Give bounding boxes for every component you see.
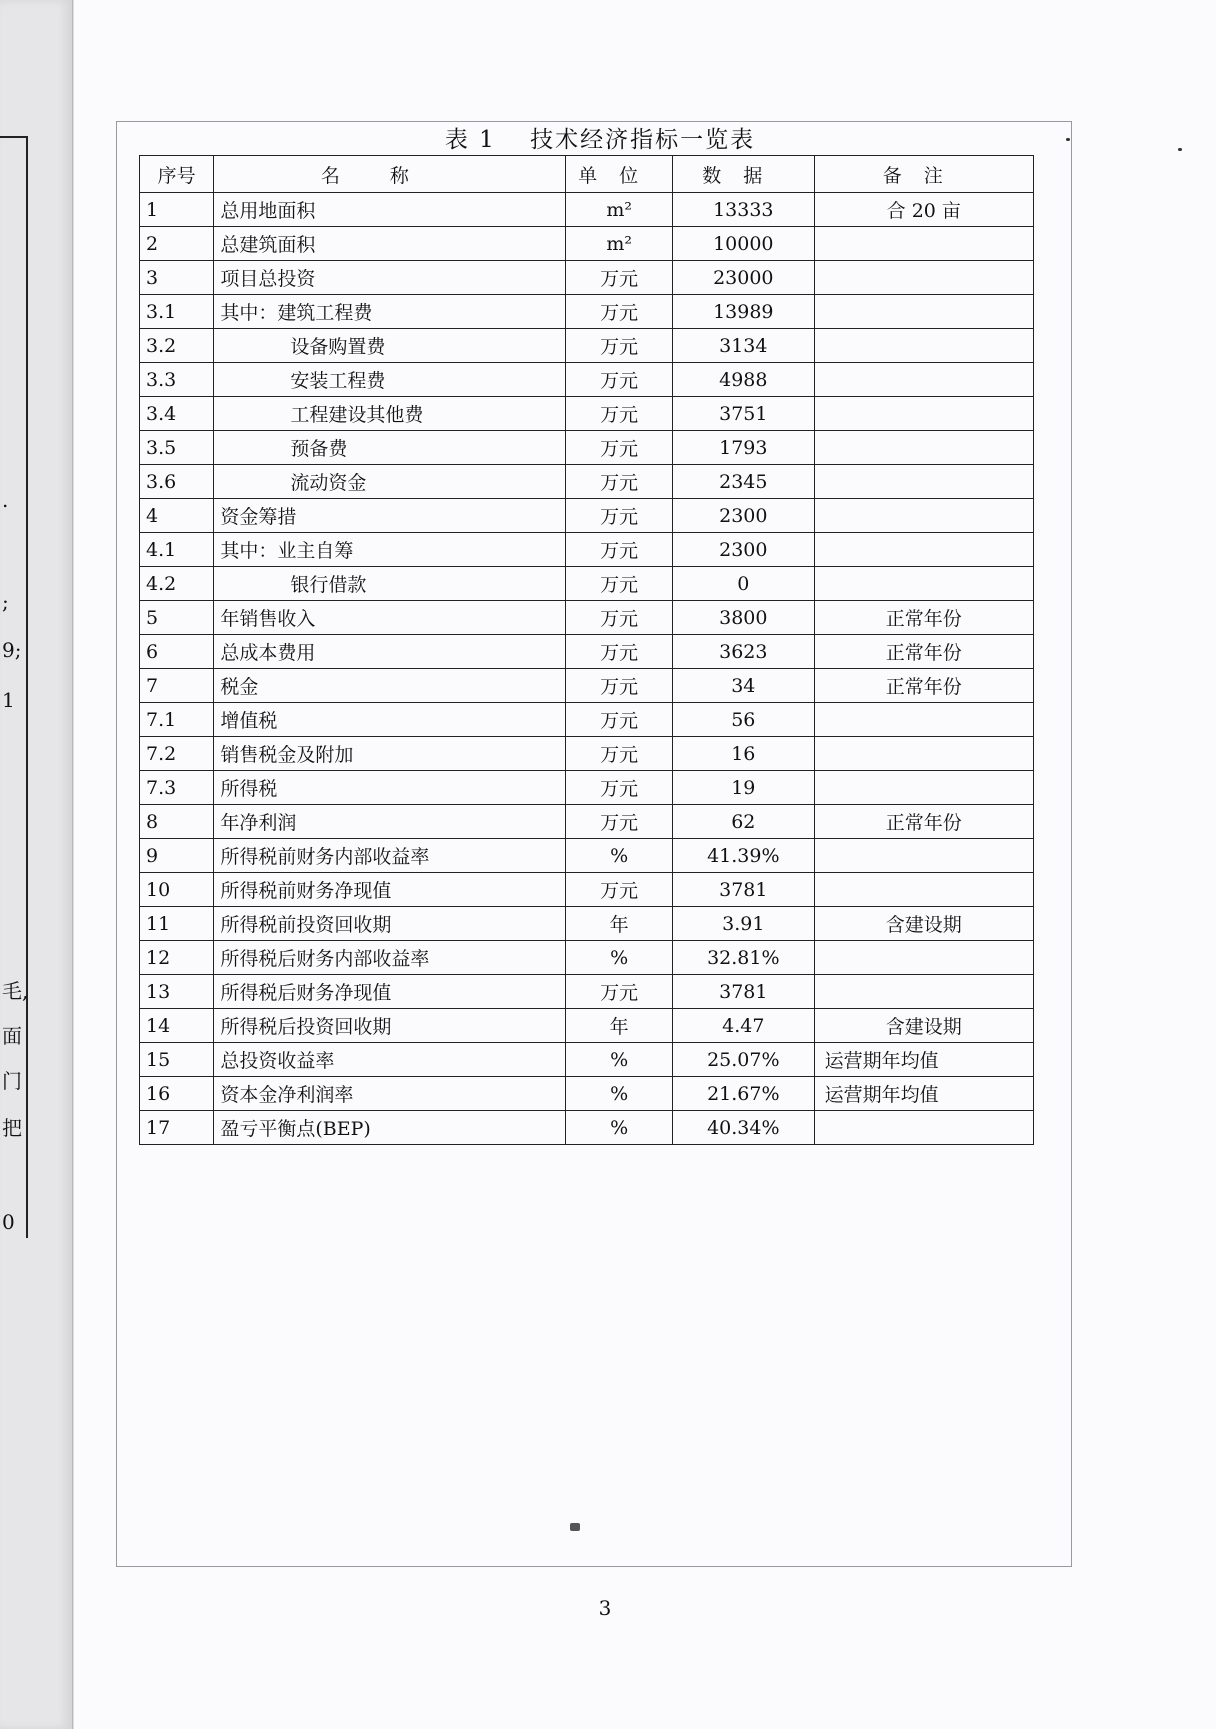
row-number: 11 (140, 907, 214, 941)
row-note: 正常年份 (814, 601, 1033, 635)
table-row (140, 261, 1034, 295)
header-value: 数据 (672, 156, 814, 193)
row-value: 25.07% (672, 1043, 814, 1077)
row-name: 其中：建筑工程费 (214, 295, 566, 329)
row-unit: 万元 (566, 703, 673, 737)
row-note (814, 499, 1033, 533)
row-name: 其中：业主自筹 (214, 533, 566, 567)
table-row (140, 431, 1034, 465)
row-note (814, 431, 1033, 465)
row-number: 7.1 (140, 703, 214, 737)
row-number: 3.1 (140, 295, 214, 329)
adjacent-page-glyph: . (2, 488, 9, 512)
table-header-row (140, 156, 1034, 193)
row-name: 总成本费用 (214, 635, 566, 669)
header-name: 名称 (214, 156, 566, 193)
row-number: 6 (140, 635, 214, 669)
row-name: 所得税后财务净现值 (214, 975, 566, 1009)
table-row (140, 1009, 1034, 1043)
table-row (140, 907, 1034, 941)
table-row (140, 941, 1034, 975)
row-number: 3.2 (140, 329, 214, 363)
row-number: 3.5 (140, 431, 214, 465)
row-name: 设备购置费 (214, 329, 566, 363)
row-note (814, 261, 1033, 295)
row-note (814, 737, 1033, 771)
row-value: 3134 (672, 329, 814, 363)
row-value: 19 (672, 771, 814, 805)
row-note (814, 397, 1033, 431)
row-name: 年销售收入 (214, 601, 566, 635)
row-number: 13 (140, 975, 214, 1009)
table-row (140, 227, 1034, 261)
table-row (140, 397, 1034, 431)
row-unit: 万元 (566, 635, 673, 669)
row-number: 4.1 (140, 533, 214, 567)
row-note: 正常年份 (814, 669, 1033, 703)
row-unit: 万元 (566, 329, 673, 363)
row-name: 总投资收益率 (214, 1043, 566, 1077)
row-unit: 万元 (566, 805, 673, 839)
header-unit: 单位 (566, 156, 673, 193)
adjacent-page-glyph: 9; (2, 638, 22, 662)
row-name: 所得税后财务内部收益率 (214, 941, 566, 975)
row-value: 34 (672, 669, 814, 703)
table-row (140, 737, 1034, 771)
row-note (814, 295, 1033, 329)
row-unit: 万元 (566, 771, 673, 805)
row-name: 银行借款 (214, 567, 566, 601)
row-value: 10000 (672, 227, 814, 261)
row-name: 安装工程费 (214, 363, 566, 397)
row-number: 4.2 (140, 567, 214, 601)
scan-speck (1066, 138, 1070, 141)
row-unit: 万元 (566, 397, 673, 431)
row-value: 4.47 (672, 1009, 814, 1043)
row-name: 所得税前财务净现值 (214, 873, 566, 907)
row-note (814, 329, 1033, 363)
row-note: 运营期年均值 (814, 1043, 1033, 1077)
scan-speck (1178, 148, 1182, 151)
adjacent-page-glyph: 门 (2, 1069, 22, 1093)
row-name: 流动资金 (214, 465, 566, 499)
row-value: 32.81% (672, 941, 814, 975)
table-row (140, 771, 1034, 805)
row-name: 预备费 (214, 431, 566, 465)
row-name: 税金 (214, 669, 566, 703)
row-name: 资金筹措 (214, 499, 566, 533)
row-unit: m² (566, 193, 673, 227)
row-name: 所得税前财务内部收益率 (214, 839, 566, 873)
table-title: 表 1 技术经济指标一览表 (444, 127, 756, 153)
row-value: 40.34% (672, 1111, 814, 1145)
row-name: 所得税前投资回收期 (214, 907, 566, 941)
row-number: 10 (140, 873, 214, 907)
metrics-table (139, 155, 1034, 1145)
row-unit: 万元 (566, 533, 673, 567)
row-unit: 万元 (566, 431, 673, 465)
row-value: 3623 (672, 635, 814, 669)
row-unit: 万元 (566, 363, 673, 397)
table-row (140, 703, 1034, 737)
row-value: 21.67% (672, 1077, 814, 1111)
row-note (814, 941, 1033, 975)
row-name: 年净利润 (214, 805, 566, 839)
row-value: 1793 (672, 431, 814, 465)
row-unit: 年 (566, 1009, 673, 1043)
header-note: 备注 (814, 156, 1033, 193)
table-row (140, 329, 1034, 363)
row-unit: % (566, 839, 673, 873)
row-note: 运营期年均值 (814, 1077, 1033, 1111)
row-note (814, 975, 1033, 1009)
row-note: 含建设期 (814, 907, 1033, 941)
row-number: 5 (140, 601, 214, 635)
row-number: 9 (140, 839, 214, 873)
table-row (140, 567, 1034, 601)
row-unit: 万元 (566, 261, 673, 295)
row-note (814, 839, 1033, 873)
row-number: 3 (140, 261, 214, 295)
adjacent-page-glyph: 1 (2, 688, 15, 712)
row-value: 3781 (672, 873, 814, 907)
row-name: 增值税 (214, 703, 566, 737)
table-row (140, 805, 1034, 839)
row-note (814, 533, 1033, 567)
adjacent-page-glyph: ; (2, 590, 9, 614)
table-row (140, 669, 1034, 703)
row-note (814, 227, 1033, 261)
row-number: 3.4 (140, 397, 214, 431)
row-note (814, 873, 1033, 907)
row-value: 16 (672, 737, 814, 771)
row-name: 项目总投资 (214, 261, 566, 295)
row-unit: 万元 (566, 499, 673, 533)
row-note (814, 465, 1033, 499)
row-value: 2300 (672, 499, 814, 533)
row-number: 3.3 (140, 363, 214, 397)
table-row (140, 363, 1034, 397)
table-row (140, 295, 1034, 329)
row-number: 16 (140, 1077, 214, 1111)
row-value: 4988 (672, 363, 814, 397)
adjacent-page-glyph: 0 (2, 1210, 15, 1234)
table-row (140, 533, 1034, 567)
scan-speck (570, 1523, 580, 1531)
table-row (140, 873, 1034, 907)
adjacent-page-edge (0, 0, 73, 1729)
row-name: 总用地面积 (214, 193, 566, 227)
row-note: 含建设期 (814, 1009, 1033, 1043)
row-unit: 万元 (566, 567, 673, 601)
adjacent-page-glyph: 面 (2, 1024, 22, 1048)
row-note (814, 363, 1033, 397)
table-row (140, 839, 1034, 873)
table-body (140, 193, 1034, 1145)
row-number: 7.3 (140, 771, 214, 805)
row-note: 正常年份 (814, 635, 1033, 669)
row-unit: % (566, 941, 673, 975)
row-unit: 万元 (566, 873, 673, 907)
row-value: 2300 (672, 533, 814, 567)
row-note (814, 567, 1033, 601)
row-number: 7.2 (140, 737, 214, 771)
row-name: 总建筑面积 (214, 227, 566, 261)
row-number: 3.6 (140, 465, 214, 499)
row-note (814, 771, 1033, 805)
table-row (140, 1043, 1034, 1077)
row-note: 正常年份 (814, 805, 1033, 839)
page-number: 3 (598, 1596, 612, 1620)
row-name: 所得税后投资回收期 (214, 1009, 566, 1043)
row-unit: 万元 (566, 737, 673, 771)
row-value: 3751 (672, 397, 814, 431)
row-number: 14 (140, 1009, 214, 1043)
row-unit: 年 (566, 907, 673, 941)
table-row (140, 635, 1034, 669)
adjacent-page-glyph: 把 (2, 1116, 22, 1140)
row-value: 23000 (672, 261, 814, 295)
row-unit: 万元 (566, 669, 673, 703)
row-number: 1 (140, 193, 214, 227)
row-number: 7 (140, 669, 214, 703)
row-note (814, 1111, 1033, 1145)
table-row (140, 193, 1034, 227)
row-name: 资本金净利润率 (214, 1077, 566, 1111)
row-unit: % (566, 1111, 673, 1145)
document-page (74, 0, 1216, 1729)
row-value: 2345 (672, 465, 814, 499)
row-value: 13989 (672, 295, 814, 329)
table-row (140, 1111, 1034, 1145)
row-name: 工程建设其他费 (214, 397, 566, 431)
table-row (140, 975, 1034, 1009)
row-unit: % (566, 1077, 673, 1111)
row-unit: 万元 (566, 295, 673, 329)
row-value: 3.91 (672, 907, 814, 941)
row-name: 盈亏平衡点(BEP) (214, 1111, 566, 1145)
row-name: 销售税金及附加 (214, 737, 566, 771)
row-number: 8 (140, 805, 214, 839)
row-value: 41.39% (672, 839, 814, 873)
row-unit: 万元 (566, 975, 673, 1009)
row-number: 12 (140, 941, 214, 975)
row-unit: m² (566, 227, 673, 261)
row-value: 13333 (672, 193, 814, 227)
row-number: 15 (140, 1043, 214, 1077)
row-value: 62 (672, 805, 814, 839)
row-value: 3781 (672, 975, 814, 1009)
table-row (140, 465, 1034, 499)
table-row (140, 499, 1034, 533)
adjacent-page-glyph: 毛, (2, 979, 29, 1003)
row-number: 4 (140, 499, 214, 533)
row-value: 56 (672, 703, 814, 737)
row-name: 所得税 (214, 771, 566, 805)
row-note (814, 703, 1033, 737)
row-value: 0 (672, 567, 814, 601)
row-value: 3800 (672, 601, 814, 635)
header-no: 序号 (140, 156, 214, 193)
row-unit: 万元 (566, 601, 673, 635)
row-unit: % (566, 1043, 673, 1077)
row-number: 2 (140, 227, 214, 261)
row-note: 合 20 亩 (814, 193, 1033, 227)
row-unit: 万元 (566, 465, 673, 499)
row-number: 17 (140, 1111, 214, 1145)
table-row (140, 601, 1034, 635)
table-row (140, 1077, 1034, 1111)
